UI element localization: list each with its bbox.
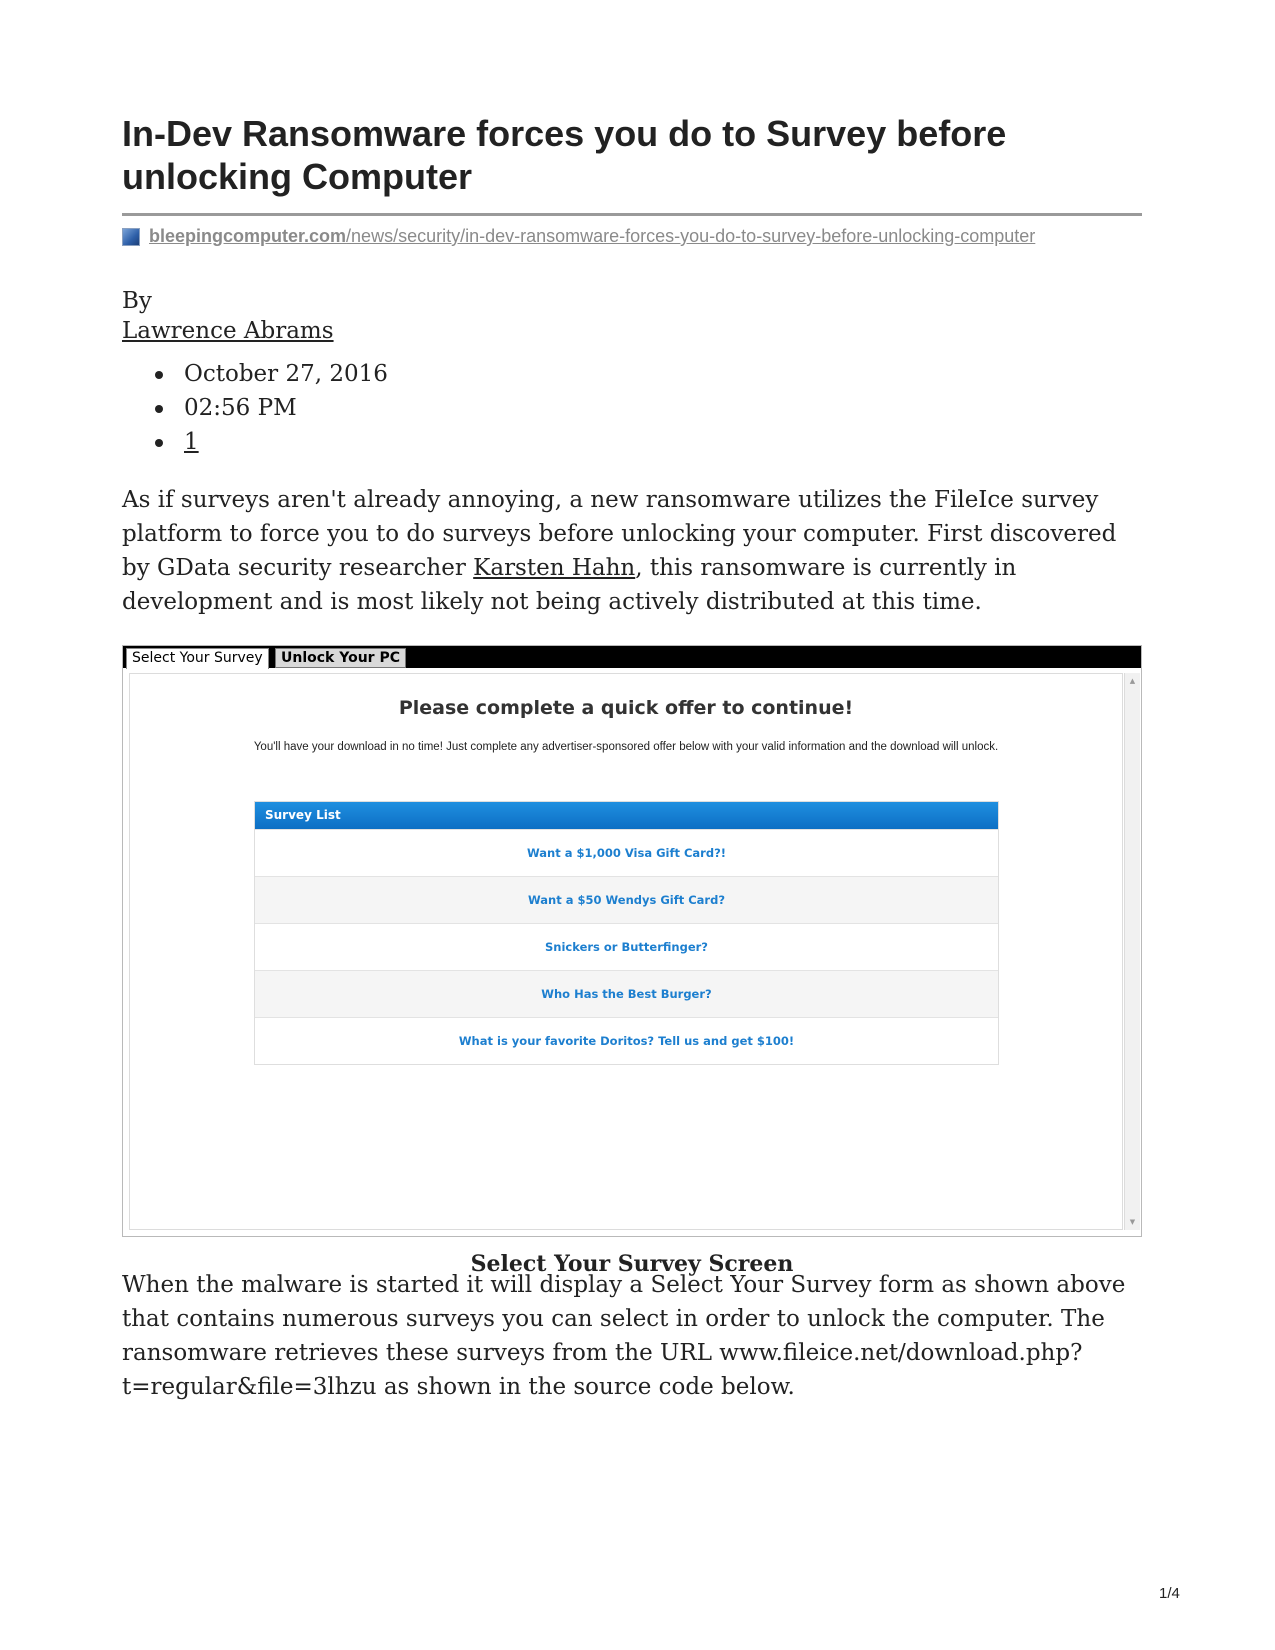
tab-unlock-your-pc[interactable]: Unlock Your PC: [275, 648, 406, 668]
byline-label: By: [122, 288, 152, 314]
body-paragraph: When the malware is started it will display a Select Your Survey form as shown above that contains numerous surveys you can select in order to unlock the computer. The ransomware retrieves these surveys from the URL www.fileice.net/download.php?t=regular&file=3lhzu as shown in the source code below.: [122, 1272, 1126, 1400]
scroll-down-icon[interactable]: ▼: [1129, 1218, 1136, 1226]
source-line: [122, 226, 1035, 247]
source-path: /news/security/in-dev-ransomware-forces-you-do-to-survey-before-unlocking-computer: [346, 226, 1036, 246]
figure-caption: Select Your Survey Screen: [470, 1251, 794, 1277]
page-number: 1/4: [1159, 1585, 1180, 1602]
article-title: In-Dev Ransomware forces you do to Survey before unlocking Computer: [122, 113, 1007, 197]
survey-screenshot: [122, 645, 1142, 1237]
site-favicon-icon: [122, 228, 140, 246]
offer-heading: Please complete a quick offer to continue!: [398, 697, 854, 719]
source-url-link[interactable]: [149, 226, 1035, 247]
intro-paragraph: [122, 483, 1142, 619]
survey-list: [254, 801, 999, 1065]
publish-time: 02:56 PM: [122, 391, 388, 425]
researcher-link[interactable]: Karsten Hahn: [473, 555, 636, 581]
survey-option[interactable]: What is your favorite Doritos? Tell us and get $100!: [255, 1017, 998, 1064]
screenshot-scrollbar[interactable]: [1124, 673, 1140, 1230]
article-meta-list: [122, 357, 388, 459]
survey-list-header: Survey List: [255, 802, 998, 829]
publish-date: October 27, 2016: [122, 357, 388, 391]
survey-option[interactable]: Snickers or Butterfinger?: [255, 923, 998, 970]
comment-count-item: [122, 425, 388, 459]
screenshot-tab-bar: [123, 646, 1141, 668]
byline: [122, 286, 334, 346]
tab-select-your-survey[interactable]: Select Your Survey: [126, 648, 269, 669]
survey-option[interactable]: Who Has the Best Burger?: [255, 970, 998, 1017]
source-domain: bleepingcomputer.com: [149, 226, 347, 246]
title-divider: [122, 213, 1142, 216]
survey-option[interactable]: Want a $50 Wendys Gift Card?: [255, 876, 998, 923]
intro-text-b: , this ransomware is currently in development and is most likely not being actively distributed at this time.: [122, 555, 1017, 615]
offer-subtext: You'll have your download in no time! Just complete any advertiser-sponsored offer below with your valid information and the download will unlock.: [253, 741, 999, 753]
intro-text-a: As if surveys aren't already annoying, a new ransomware utilizes the FileIce survey platform to force you to do surveys before unlocking your computer. First discovered by GData security researcher: [122, 487, 1117, 581]
survey-option[interactable]: Want a $1,000 Visa Gift Card?!: [255, 829, 998, 876]
comment-count-link[interactable]: 1: [184, 429, 199, 455]
scroll-up-icon[interactable]: ▲: [1129, 677, 1136, 685]
survey-panel: [129, 673, 1123, 1230]
author-link[interactable]: Lawrence Abrams: [122, 318, 334, 344]
